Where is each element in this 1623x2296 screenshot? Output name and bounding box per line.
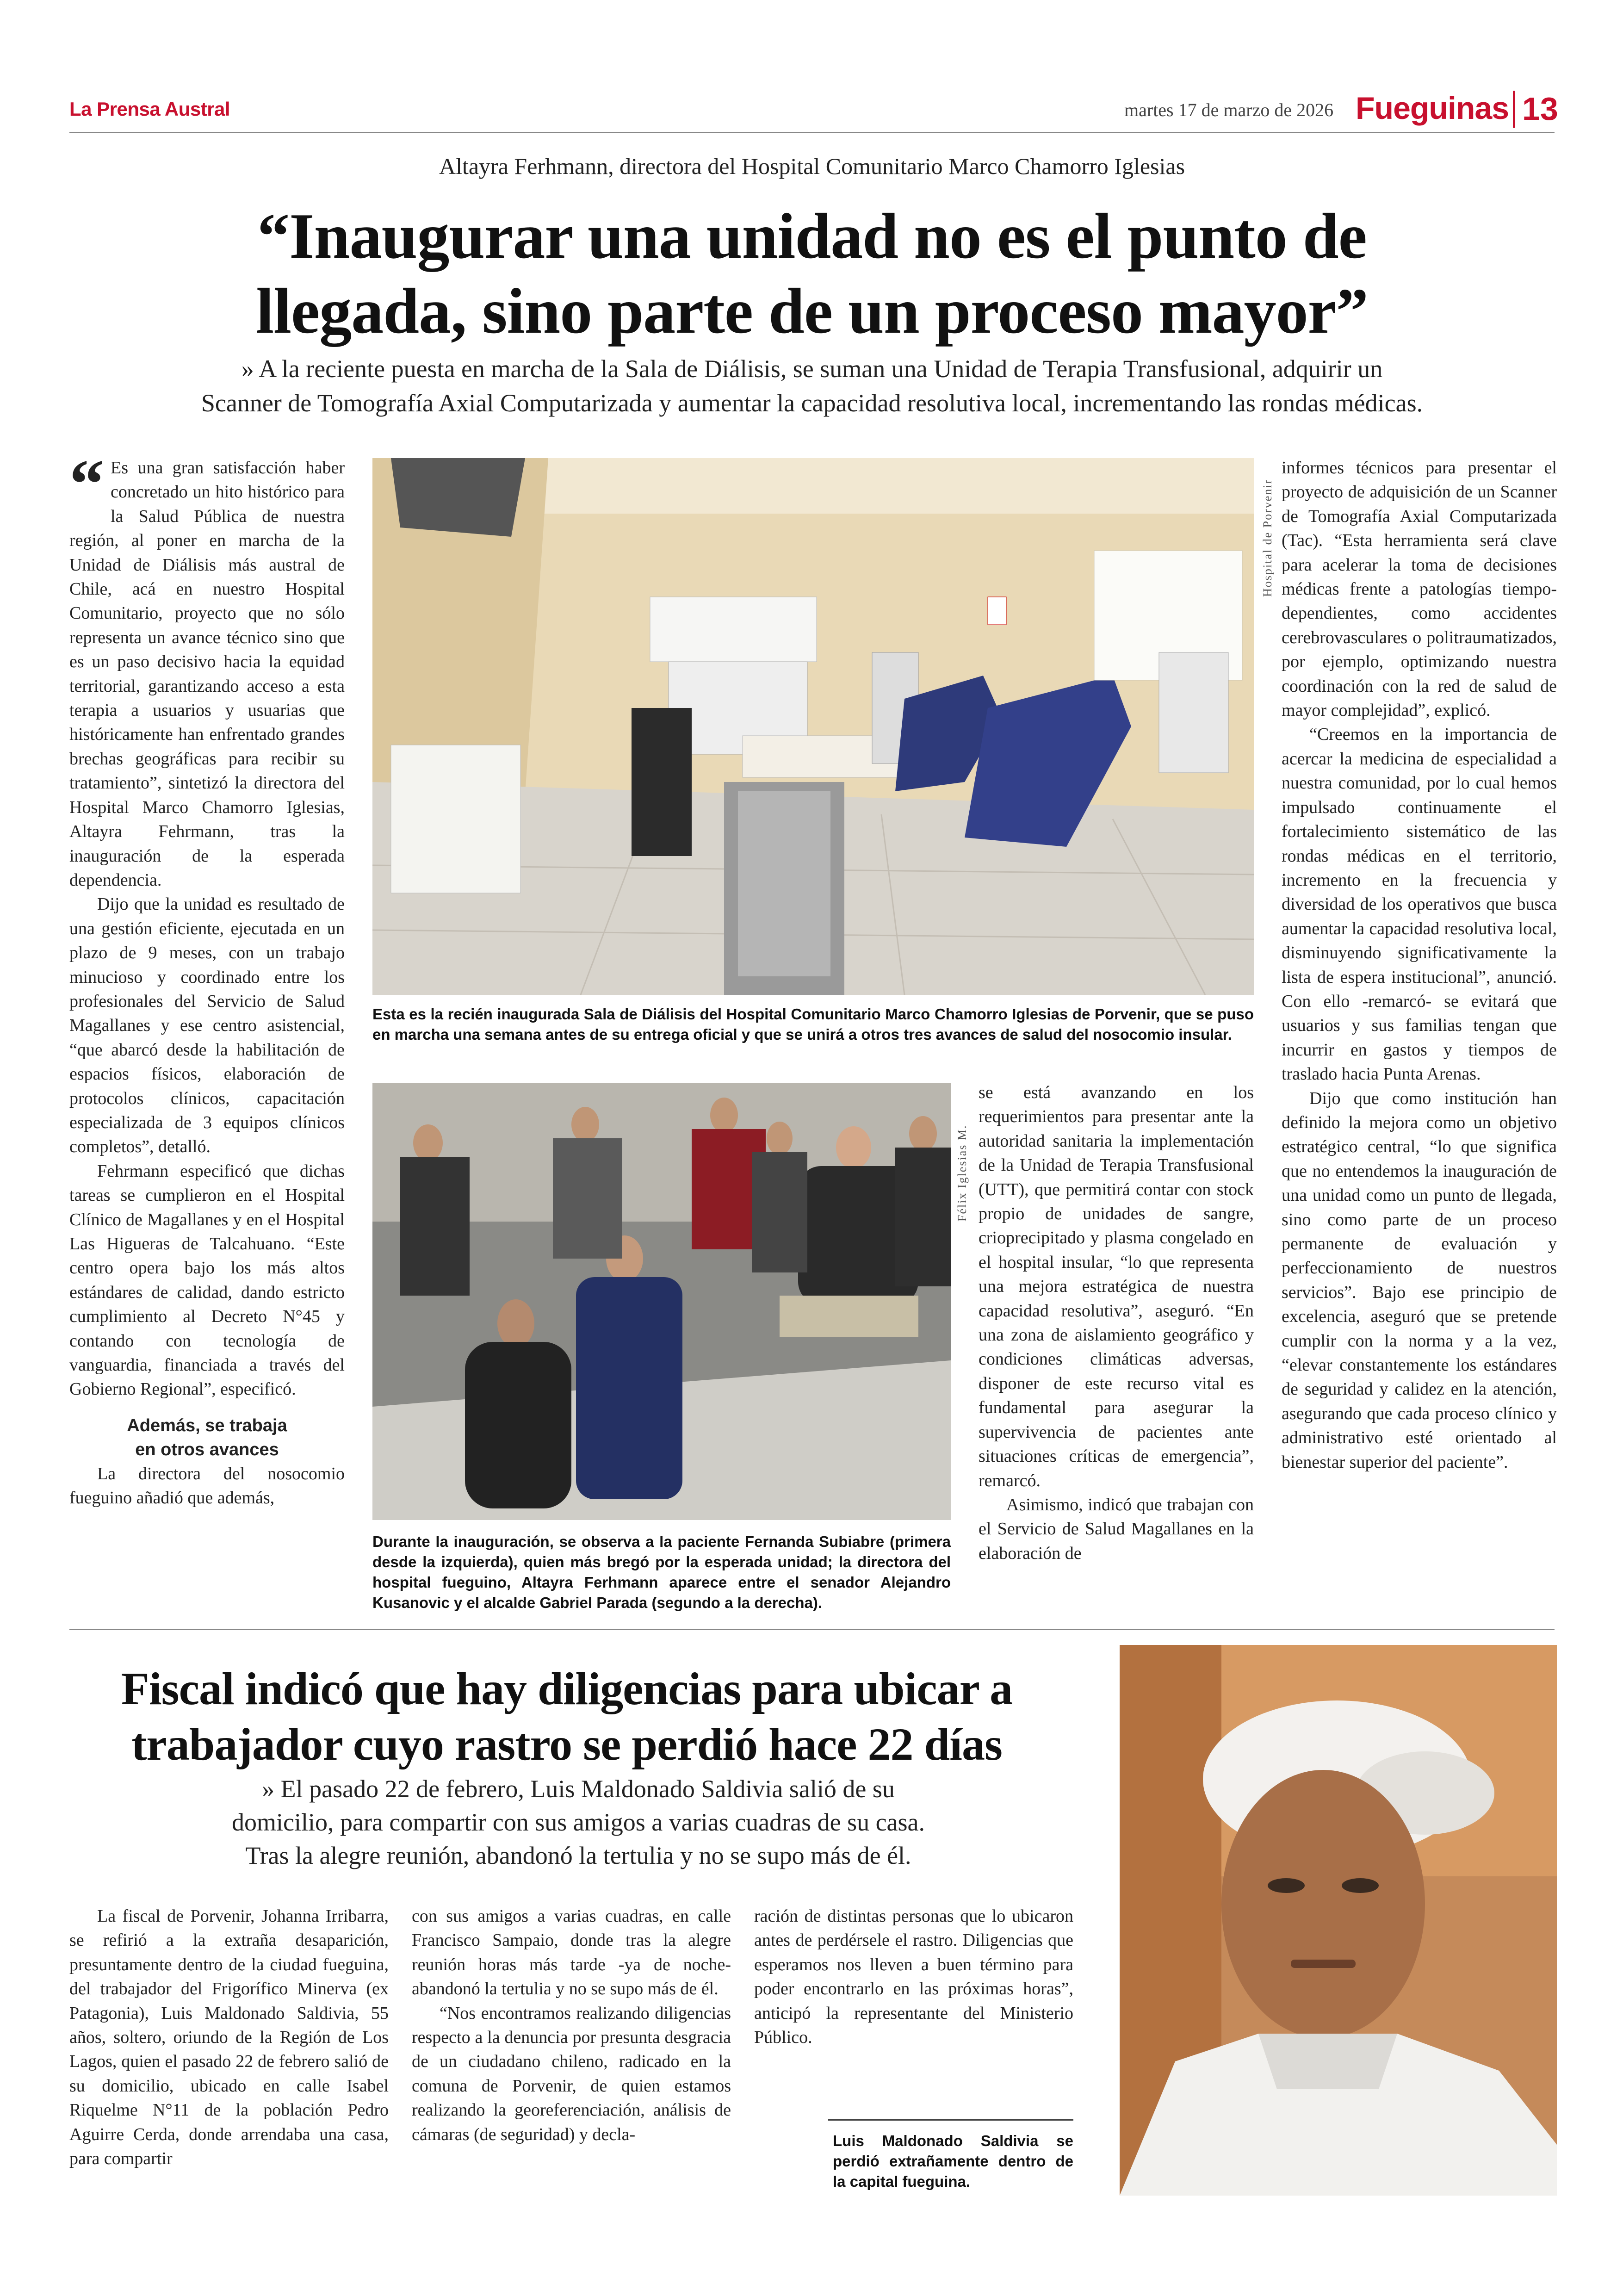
article1-headline-line2: llegada, sino parte de un proceso mayor” <box>256 275 1368 347</box>
article1-col4-p1: informes técnicos para presentar el proyecto de adquisición de un Scanner de Tomografía Axial Computarizada (Tac). “Esta herramienta será clave para acelerar la toma de decisiones médicas frente a patologías tiempo-dependientes, como accidentes cerebrovasculares o politraumatizados, por ejemplo, optimizando nuestra coordinación con la red de salud de mayor complejidad”, explicó. <box>1282 458 1557 720</box>
article1-col1-p3: Fehrmann especificó que dichas tareas se cumplieron en el Hospital Clínico de Magallanes y en el Hospital Las Higueras de Talcahuano. “Este centro opera bajo los más altos estándares de calidad, dando estricto cumplimiento al Decreto N°45 y contando con tecnología de vanguardia, financiada a través del Gobierno Regional”, especificó. <box>69 1161 345 1399</box>
article1-headline <box>93 199 1531 349</box>
article1-subhead <box>69 1414 345 1462</box>
article2-headline-line2: trabajador cuyo rastro se perdió hace 22 días <box>131 1719 1002 1770</box>
article2-deck-line3: Tras la alegre reunión, abandonó la tertulia y no se supo más de él. <box>245 1842 911 1869</box>
article1-column-1 <box>69 446 345 1510</box>
article1-col3-p2: Asimismo, indicó que trabajan con el Servicio de Salud Magallanes en la elaboración de <box>979 1495 1254 1563</box>
article1-subhead-line1: Además, se trabaja <box>127 1415 287 1435</box>
article1-column-3 <box>979 1080 1254 1565</box>
article1-kicker: Altayra Ferhmann, directora del Hospital Comunitario Marco Chamorro Iglesias <box>439 153 1185 179</box>
article1-headline-line1: “Inaugurar una unidad no es el punto de <box>257 200 1367 272</box>
photo2-caption: Durante la inauguración, se observa a la paciente Fernanda Subiabre (primera desde la izquierda), quien más bregó por la esperada unidad; la directora del hospital fueguino, Altayra Ferhmann aparece entre el senador Alejandro Kusanovic y el alcalde Gabriel Parada (segundo a la derecha). <box>372 1533 951 1611</box>
article1-col1-p2: Dijo que la unidad es resultado de una gestión eficiente, ejecutada en un plazo de 9 meses, con un trabajo minucioso y coordinado entre los profesionales del Servicio de Salud Magallanes y ese centro asistencial, “que abarcó desde la habilitación de espacios físicos, elaboración de protocolos clínicos, capacitación especializada de 3 equipos clínicos completos”, detalló. <box>69 894 345 1157</box>
missing-worker-portrait <box>1120 1645 1557 2196</box>
article2-deck-line2: domicilio, para compartir con sus amigos a varias cuadras de su casa. <box>232 1808 925 1836</box>
article1-col1-p1: Es una gran satisfacción haber concretado un hito histórico para la Salud Pública de nuestra región, al poner en marcha de la Unidad de Diálisis más austral de Chile, acá en nuestro Hospital Comunitario, proyecto que no sólo representa un avance técnico sino que es un paso decisivo hacia la equidad territorial, garantizando acceso a esta terapia a usuarios y usuarias que históricamente han enfrentado grandes brechas geográficas para recibir su tratamiento”, sintetizó la directora del Hospital Marco Chamorro Iglesias, Altayra Fehrmann, tras la inauguración de la esperada dependencia. <box>69 458 345 890</box>
article2-deck-line1: » El pasado 22 de febrero, Luis Maldonado Saldivia salió de su <box>262 1775 895 1803</box>
article1-subhead-line2: en otros avances <box>135 1440 279 1459</box>
article2-column-3 <box>754 1904 1073 2049</box>
article1-col3-p1: se está avanzando en los requerimientos para presentar ante la autoridad sanitaria la implementación de la Unidad de Terapia Transfusional (UTT), que permitirá contar con stock propio de unidades de sangre, crioprecipitado y plasma congelado en el hospital insular, “lo que representa una mejora estratégica de nuestra capacidad resolutiva”, aseguró. “En una zona de aislamiento geográfico y condiciones climáticas adversas, disponer de este recurso vital es fundamental para asegurar la supervivencia de pacientes ante situaciones críticas de emergencia”, remarcó. <box>979 1083 1254 1490</box>
article1-column-4 <box>1282 456 1557 1474</box>
article2-col2-p1: con sus amigos a varias cuadras, en calle Francisco Sampaio, donde tras la alegre reunión horas más tarde -ya de noche- abandonó la tertulia y no se supo más de él. <box>412 1906 731 1999</box>
article-divider <box>69 1629 1555 1630</box>
photo1-credit: Hospital de Porvenir <box>1261 478 1274 597</box>
photo1-caption: Esta es la recién inaugurada Sala de Diálisis del Hospital Comunitario Marco Chamorro Iglesias de Porvenir, que se puso en marcha una semana antes de su entrega oficial y que se unirá a otros tres avances de salud del nosocomio insular. <box>372 1005 1254 1043</box>
article2-col3-p1: ración de distintas personas que lo ubicaron antes de perdérsele el rastro. Diligencias que esperamos nos lleven a buen término para poder encontrarlo en las próximas horas”, anticipó la representante del Ministerio Público. <box>754 1906 1073 2048</box>
masthead: La Prensa Austral <box>69 98 230 120</box>
article2-col1-p1: La fiscal de Porvenir, Johanna Irribarra, se refirió a la extraña desaparición, presuntamente dentro de la ciudad fueguina, del trabajador del Frigorífico Minerva (ex Patagonia), Luis Maldonado Saldivia, 55 años, soltero, oriundo de la Región de Los Lagos, quien el pasado 22 de febrero salió de su domicilio, ubicado en calle Isabel Riquelme N°11 de la población Pedro Aguirre Cerda, donde arrendaba una casa, para compartir <box>69 1906 389 2169</box>
article1-col4-p3: Dijo que como institución han definido la mejora como un objetivo estratégico central, “lo que significa que no entendemos la inauguración de una unidad como un punto de llegada, sino como parte de un proceso permanente de evaluación y perfeccionamiento de nuestros servicios”. Bajo ese principio de excelencia, aseguró que se pretende cumplir con la norma y a la vez, “elevar constantemente los estándares de seguridad y calidez en la atención, asegurando que cada proceso clínico y administrativo esté orientado al bienestar superior del paciente”. <box>1282 1088 1557 1472</box>
article1-deck <box>116 352 1508 420</box>
article2-headline <box>93 1661 1041 1772</box>
inauguration-photo <box>372 1083 951 1520</box>
header-separator <box>1513 91 1515 128</box>
article2-deck <box>139 1772 1018 1872</box>
article2-photo-caption: Luis Maldonado Saldivia se perdió extrañamente dentro de la capital fueguina. <box>833 2132 1073 2190</box>
issue-date: martes 17 de marzo de 2026 <box>1124 99 1334 120</box>
dialysis-room-photo <box>372 458 1254 995</box>
photo2-credit: Félix Iglesias M. <box>955 1124 969 1222</box>
article1-deck-line1: » A la reciente puesta en marcha de la Sala de Diálisis, se suman una Unidad de Terapia Transfusional, adquirir un <box>241 355 1383 383</box>
article2-col2-p2: “Nos encontramos realizando diligencias respecto a la denuncia por presunta desgracia de un ciudadano chileno, radicado en la comuna de Porvenir, de quien estamos realizando la georeferenciación, análisis de cámaras (de seguridad) y decla- <box>412 2003 731 2144</box>
caption-rule <box>828 2119 1073 2121</box>
article2-headline-line1: Fiscal indicó que hay diligencias para ubicar a <box>121 1663 1013 1714</box>
article1-col1-p4: La directora del nosocomio fueguino añadió que además, <box>69 1464 345 1508</box>
page-number: 13 <box>1522 91 1558 127</box>
article1-deck-line2: Scanner de Tomografía Axial Computarizada y aumentar la capacidad resolutiva local, incrementando las rondas médicas. <box>201 389 1423 417</box>
article1-col4-p2: “Creemos en la importancia de acercar la medicina de especialidad a nuestra comunidad, por lo cual hemos impulsado continuamente el fortalecimiento sistemático de las rondas médicas en el territorio, incremento en la frecuencia y diversidad de los operativos que busca aumentar la capacidad resolutiva local, disminuyendo significativamente la lista de espera institucional”, anunció. Con ello -remarcó- se evitará que usuarios y sus familias tengan que incurrir en gastos y tiempos de traslado hacia Punta Arenas. <box>1282 725 1557 1084</box>
article2-column-2 <box>412 1904 731 2147</box>
article2-column-1 <box>69 1904 389 2171</box>
quote-mark-icon: “ <box>69 446 104 522</box>
section-title: Fueguinas <box>1356 91 1509 126</box>
top-rule <box>69 132 1555 133</box>
